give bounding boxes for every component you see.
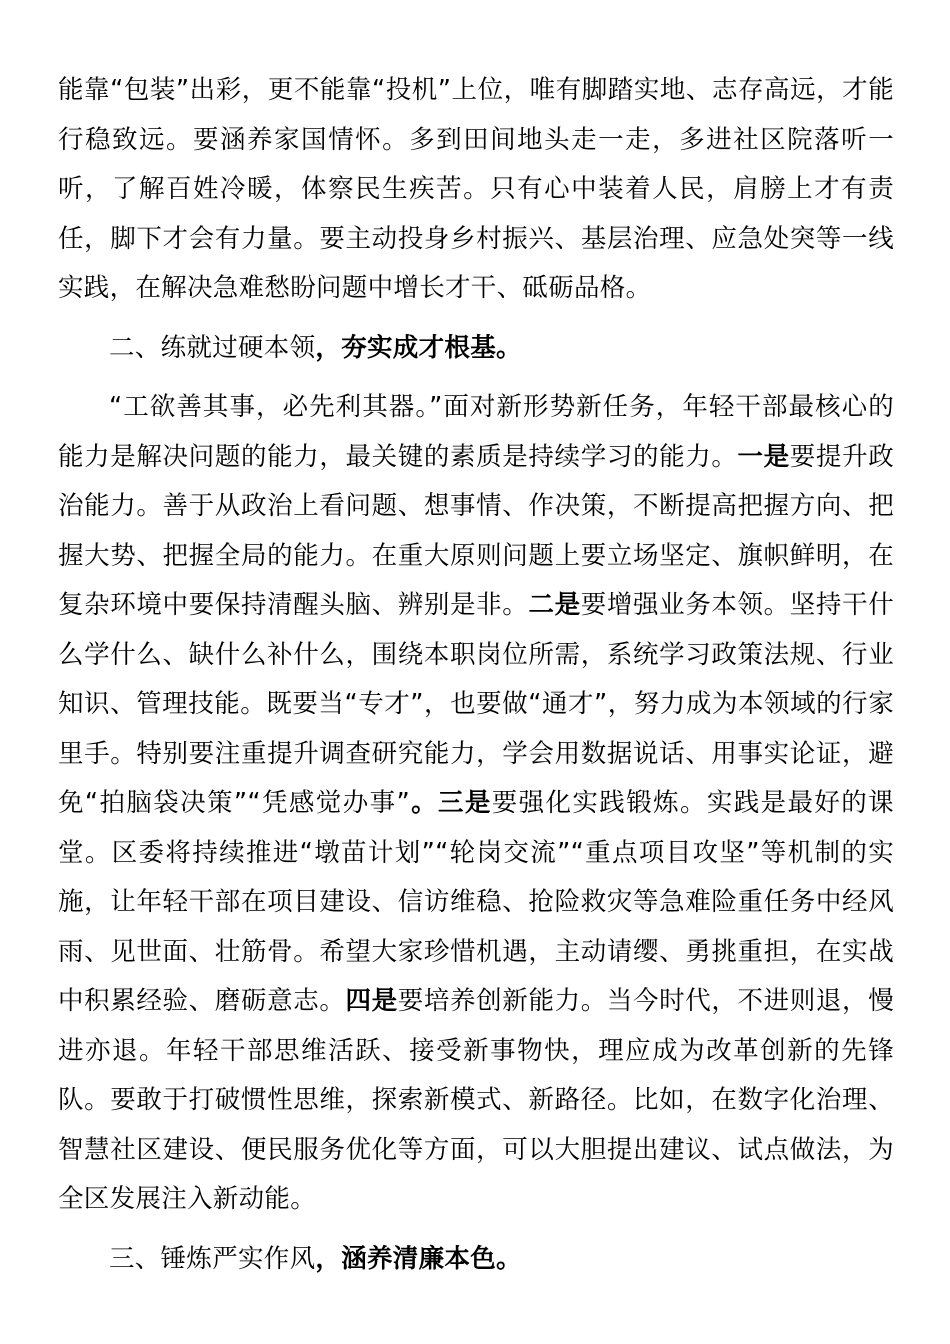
point-marker-3: 三是: [437, 788, 492, 818]
document-body: [58, 66, 894, 1284]
point-text-2: 要增强业务本领。坚持干什么学什么、缺什么补什么，围绕本职岗位所需，系统学习政策法规、行业知识、管理技能。既要当“专才”，也要做“通才”，努力成为本领域的行家里手。特别要注重提升调查研究能力，学会用数据说话、用事实论证，避免“拍脑袋决策”“凭感觉办事”: [58, 590, 895, 818]
point-marker-4: 四是: [345, 986, 398, 1016]
paragraph-continuation: 能靠“包装”出彩，更不能靠“投机”上位，唯有脚踏实地、志存高远，才能行稳致远。要涵养家国情怀。多到田间地头走一走，多进社区院落听一听，了解百姓冷暖，体察民生疾苦。只有心中装着人民，肩膀上才有责任，脚下才会有力量。要主动投身乡村振兴、基层治理、应急处突等一线实践，在解决急难愁盼问题中增长才干、砥砺品格。: [58, 75, 894, 303]
point-text-4: 要培养创新能力。当今时代，不进则退，慢进亦退。年轻干部思维活跃、接受新事物快，理应成为改革创新的先锋队。要敢于打破惯性思维，探索新模式、新路径。比如，在数字化治理、智慧社区建设、便民服务优化等方面，可以大胆提出建议、试点做法，为全区发展注入新动能。: [58, 986, 894, 1214]
section-heading-2-tail: ，夯实成才根基。: [315, 332, 522, 363]
section-heading-3-tail: ，涵养清廉本色。: [315, 1243, 522, 1274]
point-marker-1: 一是: [737, 441, 790, 472]
point-text-3: 要强化实践锻炼。实践是最好的课堂。区委将持续推进“墩苗计划”“轮岗交流”“重点项目攻坚”等机制的实施，让年轻干部在项目建设、信访维稳、抢险救灾等急难险重任务中经风雨、见世面、壮筋骨。希望大家珍惜机遇，主动请缨、勇挑重担，在实战中积累经验、磨砺意志。: [58, 788, 894, 1016]
section-heading-3-lead: 三、锤炼严实作风: [109, 1243, 316, 1274]
point-text-2-end: 。: [409, 788, 438, 818]
point-text-1: 要提升政治能力。善于从政治上看问题、想事情、作决策，不断提高把握方向、把握大势、把握全局的能力。在重大原则问题上要立场坚定、旗帜鲜明，在复杂环境中要保持清醒头脑、辨别是非。: [58, 441, 895, 620]
section-heading-3: [58, 1235, 894, 1285]
point-marker-2: 二是: [528, 590, 581, 620]
paragraph-section-2: [58, 383, 894, 1225]
paragraph-intro: “工欲善其事，必先利其器。”面对新形势新任务，年轻干部最核心的能力是解决问题的能力，最关键的素质是持续学习的能力。: [58, 392, 894, 472]
section-heading-2-lead: 二、练就过硬本领: [109, 332, 316, 363]
section-heading-2: [58, 324, 894, 374]
